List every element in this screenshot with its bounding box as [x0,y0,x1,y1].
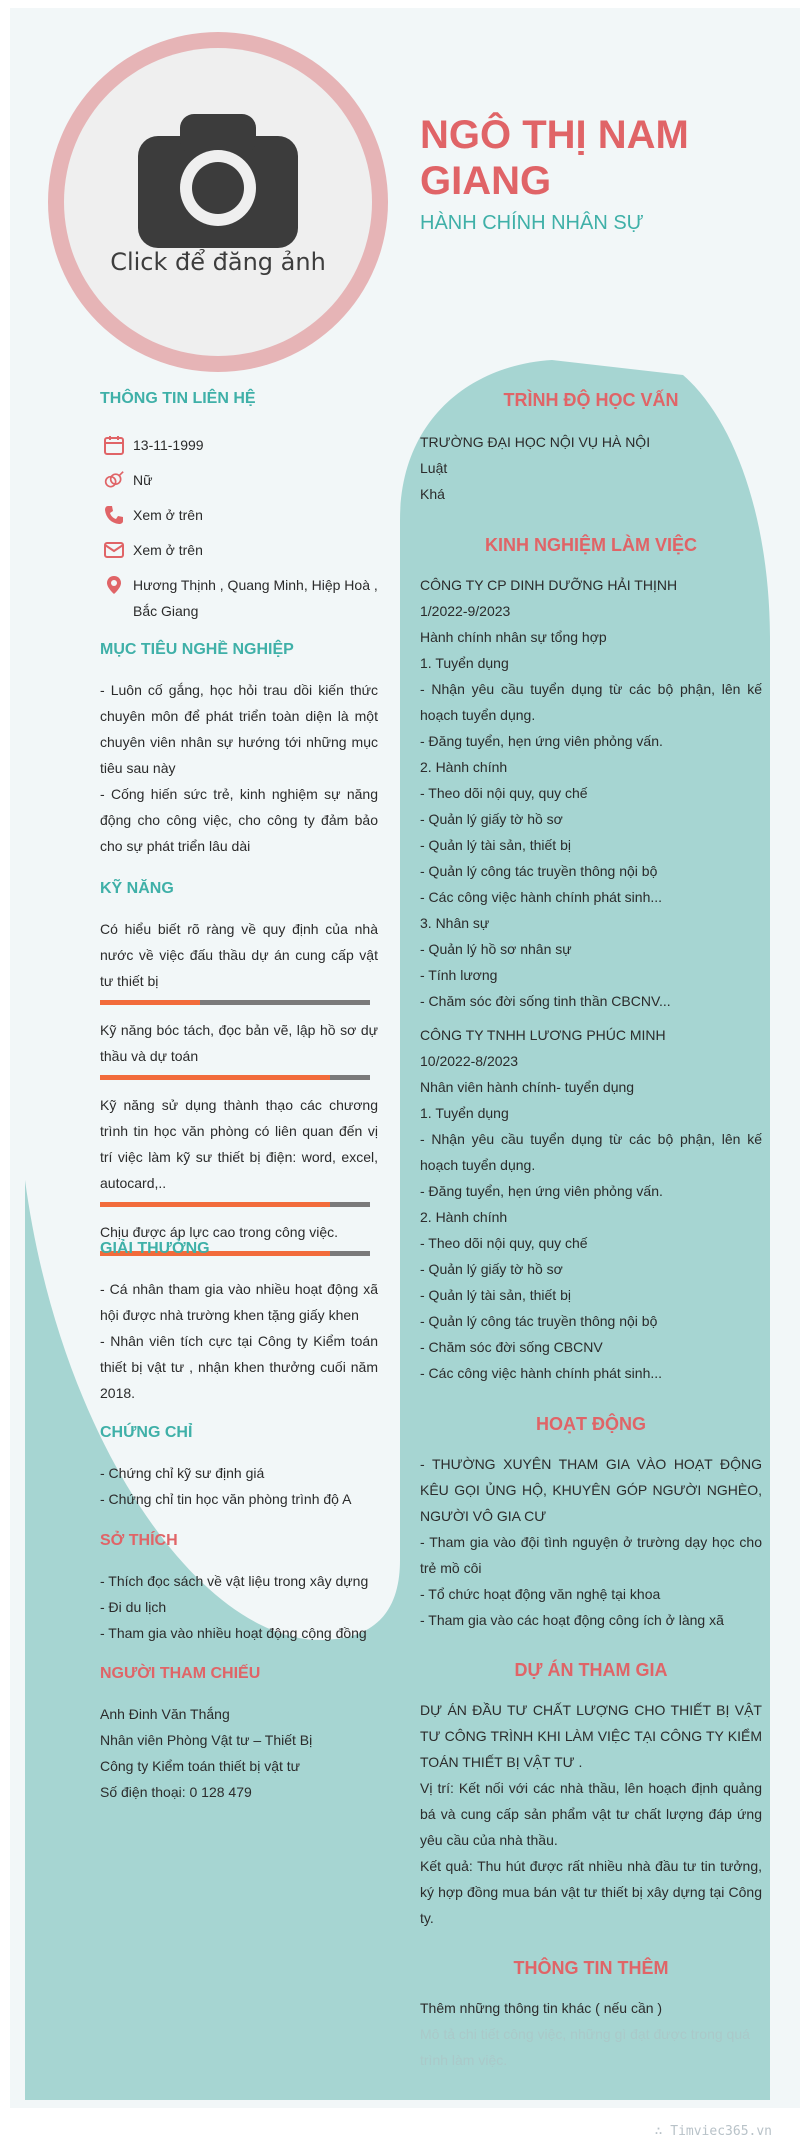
certificate-line: - Chứng chỉ tin học văn phòng trình độ A [100,1491,352,1507]
job-line: - Nhận yêu cầu tuyển dụng từ các bộ phận, lên kế hoạch tuyển dụng. [420,1131,762,1173]
awards-title: GIẢI THƯỞNG [100,1240,210,1257]
education-title: TRÌNH ĐỘ HỌC VẤN [503,390,679,410]
contact-address [100,572,378,624]
activity-line: - THƯỜNG XUYÊN THAM GIA VÀO HOẠT ĐỘNG KÊU GỌI ỦNG HỘ, KHUYÊN GÓP NGƯỜI NGHÈO, NGƯỜI VÔ GIA CƯ [420,1456,762,1524]
activity-line: - Tham gia vào các hoạt động công ích ở làng xã [420,1612,724,1628]
objective-section [100,641,378,859]
contact-phone [100,502,378,528]
project-line: Vị trí: Kết nối với các nhà thầu, lên hoạch định quảng bá và cung cấp sản phẩm vật tư chất lượng đáp ứng yêu cầu của nhà thầu. [420,1780,762,1848]
contact-email [100,537,378,563]
skill-level-bar [100,1075,370,1080]
reference-line: Nhân viên Phòng Vật tư – Thiết Bị [100,1732,313,1748]
job-line: 2. Hành chính [420,759,508,775]
avatar-upload-label[interactable]: Click để đăng ảnh [110,248,326,276]
skill-item [100,1017,378,1080]
reference-title: NGƯỜI THAM CHIẾU [100,1665,261,1682]
objective-title: MỤC TIÊU NGHỀ NGHIỆP [100,641,294,658]
contact-section [100,390,378,408]
activity-line: - Tổ chức hoạt động văn nghệ tại khoa [420,1586,661,1602]
experience-job [420,572,762,1014]
watermark: ∴ Timviec365.vn [654,2124,772,2139]
certificates-section [100,1424,378,1512]
skill-text: Có hiểu biết rõ ràng về quy định của nhà nước về việc đấu thầu dự án cung cấp vật tư thiết bị [100,921,378,989]
skills-title: KỸ NĂNG [100,880,174,897]
job-period: 1/2022-9/2023 [420,603,511,619]
awards-section [100,1240,378,1406]
hobby-line: - Tham gia vào nhiều hoạt động cộng đồng [100,1625,367,1641]
additional-title: THÔNG TIN THÊM [513,1958,669,1978]
skill-level-fill [100,1000,200,1005]
watermark-text: Timviec365.vn [670,2124,772,2139]
job-line: - Chăm sóc đời sống CBCNV [420,1339,603,1355]
hobbies-section [100,1532,378,1646]
experience-section [420,535,762,1386]
certificates-title: CHỨNG CHỈ [100,1424,193,1441]
email-icon [104,540,124,560]
reference-section [100,1665,378,1805]
skill-text: Kỹ năng bóc tách, đọc bản vẽ, lập hồ sơ dự thầu và dự toán [100,1022,378,1064]
additional-line: Thêm những thông tin khác ( nếu cần ) [420,2000,663,2016]
experience-job [420,1022,762,1386]
award-line: - Nhân viên tích cực tại Công ty Kiểm toán thiết bị vật tư , nhận khen thưởng cuối năm 2018. [100,1333,378,1401]
objective-line: - Cống hiến sức trẻ, kinh nghiệm sự năng động cho công việc, cho công ty đảm bảo cho sự phát triển lâu dài [100,786,378,854]
job-line: - Tính lương [420,967,498,983]
email-value: Xem ở trên [133,542,203,558]
skill-list [100,916,378,1256]
skill-level-bar [100,1202,370,1207]
job-period: 10/2022-8/2023 [420,1053,519,1069]
education-school: TRƯỜNG ĐẠI HỌC NỘI VỤ HÀ NỘI [420,434,651,450]
contact-list [100,432,378,633]
additional-placeholder[interactable]: Mô tả chi tiết công việc, những gì đạt được trong quá trình làm việc. [420,2026,750,2068]
skill-item [100,1092,378,1207]
hobbies-title: SỞ THÍCH [100,1532,178,1549]
skill-level-bar [100,1000,370,1005]
award-line: - Cá nhân tham gia vào nhiều hoạt động xã hội được nhà trường khen tặng giấy khen [100,1281,378,1323]
job-line: - Theo dõi nội quy, quy chế [420,785,588,801]
objective-line: - Luôn cố gắng, học hỏi trau dồi kiến thức chuyên môn để phát triển toàn diện là một chuyên viên nhân sự hướng tới những mục tiêu sau này [100,682,378,776]
job-line: - Nhận yêu cầu tuyển dụng từ các bộ phận, lên kế hoạch tuyển dụng. [420,681,762,723]
skill-item [100,916,378,1005]
contact-gender [100,467,378,493]
job-company: CÔNG TY CP DINH DƯỠNG HẢI THỊNH [420,577,678,593]
job-line: - Đăng tuyển, hẹn ứng viên phỏng vấn. [420,1183,663,1199]
skill-text: Kỹ năng sử dụng thành thạo các chương trình tin học văn phòng có liên quan đến vị trí việc làm kỹ sư thiết bị điện: word, excel, autocard,.. [100,1097,378,1191]
activity-line: - Tham gia vào đội tình nguyện ở trường dạy học cho trẻ mồ côi [420,1534,762,1576]
job-line: - Quản lý hồ sơ nhân sự [420,941,572,957]
skill-text: Chịu được áp lực cao trong công việc. [100,1224,339,1240]
job-title: HÀNH CHÍNH NHÂN SỰ [420,212,644,234]
camera-icon [138,108,298,248]
job-position: Nhân viên hành chính- tuyển dụng [420,1079,635,1095]
skill-level-fill [100,1202,330,1207]
projects-title: DỰ ÁN THAM GIA [514,1660,668,1680]
project-line: DỰ ÁN ĐẦU TƯ CHẤT LƯỢNG CHO THIẾT BỊ VẬT TƯ CÔNG TRÌNH KHI LÀM VIỆC TẠI CÔNG TY KIỂM TOÁN THIẾT BỊ VẬT TƯ . [420,1702,762,1770]
activities-title: HOẠT ĐỘNG [536,1414,646,1434]
phone-value: Xem ở trên [133,507,203,523]
birthday-value: 13-11-1999 [133,437,204,453]
skills-section [100,880,378,1268]
contact-birthday [100,432,378,458]
contact-title: THÔNG TIN LIÊN HỆ [100,390,256,407]
skill-level-fill [100,1075,330,1080]
hobby-line: - Đi du lịch [100,1599,167,1615]
gender-icon [104,470,124,490]
project-line: Kết quả: Thu hút được rất nhiều nhà đầu tư tin tưởng, ký hợp đồng mua bán vật tư thiết bị xây dựng tại Công ty. [420,1858,762,1926]
job-company: CÔNG TY TNHH LƯƠNG PHÚC MINH [420,1027,666,1043]
certificate-line: - Chứng chỉ kỹ sư định giá [100,1465,265,1481]
job-line: - Quản lý giấy tờ hồ sơ [420,1261,563,1277]
job-line: - Quản lý công tác truyền thông nội bộ [420,863,658,879]
experience-title: KINH NGHIỆM LÀM VIỆC [484,535,697,555]
activities-section [420,1414,762,1633]
job-position: Hành chính nhân sự tổng hợp [420,629,607,645]
job-line: - Quản lý công tác truyền thông nội bộ [420,1313,658,1329]
calendar-icon [104,435,124,455]
gender-value: Nữ [133,472,153,488]
address-value: Hương Thịnh , Quang Minh, Hiệp Hoà , Bắc Giang [133,577,378,619]
projects-section [420,1660,762,1931]
job-line: - Đăng tuyển, hẹn ứng viên phỏng vấn. [420,733,663,749]
location-pin-icon [104,575,124,595]
job-line: - Quản lý tài sản, thiết bị [420,837,571,853]
job-line: - Quản lý giấy tờ hồ sơ [420,811,563,827]
reference-line: Số điện thoại: 0 128 479 [100,1784,252,1800]
job-line: - Theo dõi nội quy, quy chế [420,1235,588,1251]
job-line: 1. Tuyển dụng [420,655,509,671]
job-line: - Các công việc hành chính phát sinh... [420,1365,663,1381]
reference-line: Anh Đinh Văn Thắng [100,1706,230,1722]
job-line: 2. Hành chính [420,1209,508,1225]
education-grade: Khá [420,486,445,502]
job-line: - Các công việc hành chính phát sinh... [420,889,663,905]
job-line: - Quản lý tài sản, thiết bị [420,1287,571,1303]
candidate-name: NGÔ THỊ NAM GIANG [420,113,689,203]
education-section [420,390,762,507]
hobby-line: - Thích đọc sách về vật liệu trong xây dựng [100,1573,369,1589]
job-line: 1. Tuyển dụng [420,1105,509,1121]
education-major: Luật [420,460,448,476]
phone-icon [104,505,124,525]
job-line: 3. Nhân sự [420,915,490,931]
additional-section [420,1958,762,2073]
job-line: - Chăm sóc đời sống tinh thần CBCNV... [420,993,671,1009]
reference-line: Công ty Kiểm toán thiết bị vật tư [100,1758,301,1774]
